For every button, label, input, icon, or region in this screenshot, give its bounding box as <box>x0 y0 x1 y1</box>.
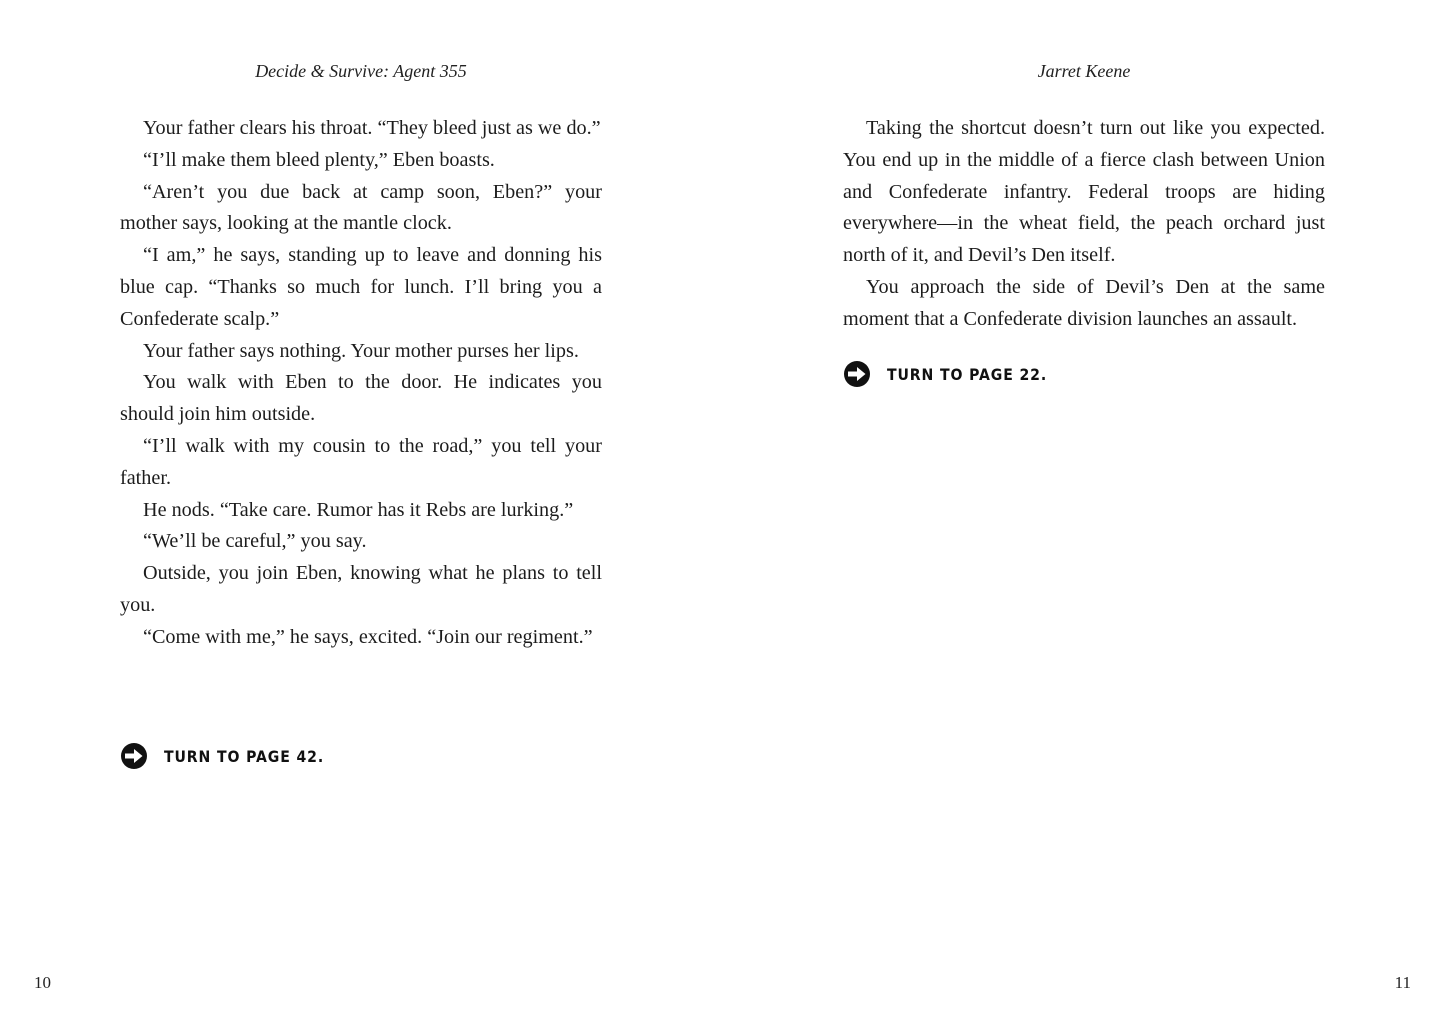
paragraph: Your father clears his throat. “They bleed just as we do.” <box>143 117 601 139</box>
turn-label: TURN TO PAGE 42. <box>164 746 325 766</box>
paragraph: “Aren’t you due back at camp soon, Eben?” your mother says, looking at the mantle clock. <box>120 180 602 235</box>
arrow-circle-right-icon <box>120 742 148 770</box>
running-head-left: Decide & Survive: Agent 355 <box>255 61 467 81</box>
turn-to-page-22-link[interactable] <box>843 359 1069 389</box>
turn-to-page-42-link[interactable] <box>120 741 346 771</box>
paragraph: “I am,” he says, standing up to leave and donning his blue cap. “Thanks so much for lunch. I’ll bring you a Confederate scalp.” <box>120 244 602 330</box>
paragraph: “We’ll be careful,” you say. <box>143 530 367 553</box>
left-page-text <box>120 113 602 654</box>
arrow-circle-right-icon <box>843 360 871 388</box>
paragraph: Your father says nothing. Your mother purses her lips. <box>143 339 579 362</box>
paragraph: Outside, you join Eben, knowing what he plans to tell you. <box>120 562 602 616</box>
paragraph: He nods. “Take care. Rumor has it Rebs are lurking.” <box>143 498 574 521</box>
right-page <box>722 0 1445 1024</box>
left-page <box>0 0 722 1024</box>
paragraph: You approach the side of Devil’s Den at the same moment that a Confederate division launches an assault. <box>843 275 1325 330</box>
page-number-left: 10 <box>34 973 51 992</box>
running-head-right: Jarret Keene <box>1037 61 1131 81</box>
paragraph: Taking the shortcut doesn’t turn out like you expected. You end up in the middle of a fierce clash between Union and Confederate infantry. Federal troops are hiding everywhere—in the wheat field, the peach orchard just north of it, and Devil’s Den itself. <box>843 117 1325 267</box>
paragraph: “I’ll walk with my cousin to the road,” you tell your father. <box>120 434 602 489</box>
right-page-text <box>843 113 1325 336</box>
paragraph: “Come with me,” he says, excited. “Join our regiment.” <box>143 625 593 648</box>
page-number-right: 11 <box>1394 973 1411 992</box>
paragraph: You walk with Eben to the door. He indicates you should join him outside. <box>120 371 602 426</box>
paragraph: “I’ll make them bleed plenty,” Eben boasts. <box>143 148 495 171</box>
turn-label: TURN TO PAGE 22. <box>887 364 1048 384</box>
